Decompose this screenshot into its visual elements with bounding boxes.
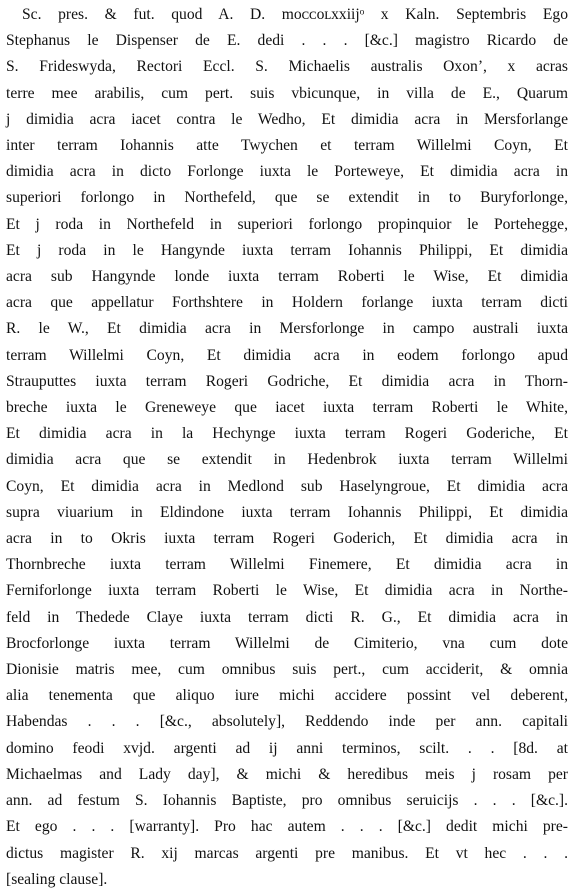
text-line: Et ego . . . [warranty]. Pro hac autem . . . [&c.] dedit michi pre- — [6, 818, 568, 836]
text-line: Et j roda in Northefeld in superiori forlongo propinquior le Portehegge, — [6, 215, 568, 233]
text-line: j dimidia acra iacet contra le Wedho, Et dimidia acra in Mersforlange — [6, 110, 568, 128]
text-line: terram Willelmi Coyn, Et dimidia acra in eodem forlongo apud — [6, 346, 568, 364]
text-line: acra in to Okris iuxta terram Rogeri Goderich, Et dimidia acra in — [6, 530, 568, 548]
text-line: domino feodi xvjd. argenti ad ij anni terminos, scilt. . . [8d. at — [6, 739, 568, 757]
text-line: feld in Thedede Claye iuxta terram dicti R. G., Et dimidia acra in — [6, 608, 568, 626]
text-line: ann. ad festum S. Iohannis Baptiste, pro omnibus seruicijs . . . [&c.]. — [6, 792, 568, 810]
text-line: Brocforlonge iuxta terram Willelmi de Cimiterio, vna cum dote — [6, 634, 568, 652]
text-line: Coyn, Et dimidia acra in Medlond sub Haselyngroue, Et dimidia acra — [6, 477, 568, 495]
text-line: Thornbreche iuxta terram Willelmi Finemere, Et dimidia acra in — [6, 556, 568, 574]
text-line: alia tenementa que aliquo iure michi accidere possint vel deberent, — [6, 687, 568, 705]
text-line: Michaelmas and Lady day], & michi & heredibus meis j rosam per — [6, 765, 568, 783]
text-line: Stephanus le Dispenser de E. dedi . . . [&c.] magistro Ricardo de — [6, 32, 568, 50]
text-line: Et j roda in le Hangynde iuxta terram Iohannis Philippi, Et dimidia — [6, 241, 568, 259]
text-line: acra sub Hangynde londe iuxta terram Roberti le Wise, Et dimidia — [6, 268, 568, 286]
text-line: Habendas . . . [&c., absolutely], Reddendo inde per ann. capitali — [6, 713, 568, 731]
text-line: dimidia acra in dicto Forlonge iuxta le Porteweye, Et dimidia acra in — [6, 163, 568, 181]
text-line: Strauputtes iuxta terram Rogeri Godriche, Et dimidia acra in Thorn- — [6, 372, 568, 390]
text-line: Ferniforlonge iuxta terram Roberti le Wise, Et dimidia acra in Northe- — [6, 582, 568, 600]
text-line: supra viuarium in Eldindone iuxta terram Iohannis Philippi, Et dimidia — [6, 503, 568, 521]
text-line: dimidia acra que se extendit in Hedenbrok iuxta terram Willelmi — [6, 451, 568, 469]
text-line: Sc. pres. & fut. quod A. D. mᴏᴄᴄᴏʟxxiijᵒ x Kaln. Septembris Ego — [22, 6, 568, 23]
text-line: breche iuxta le Greneweye que iacet iuxta terram Roberti le White, — [6, 399, 568, 417]
text-line: terre mee arabilis, cum pert. suis vbicunque, in villa de E., Quarum — [6, 84, 568, 102]
text-line: dictus magister R. xij marcas argenti pre manibus. Et vt hec . . . — [6, 844, 568, 862]
text-line: Et dimidia acra in la Hechynge iuxta terram Rogeri Goderiche, Et — [6, 425, 568, 443]
text-line: S. Frideswyda, Rectori Eccl. S. Michaelis australis Oxon’, x acras — [6, 58, 568, 76]
text-line: R. le W., Et dimidia acra in Mersforlonge in campo australi iuxta — [6, 320, 568, 338]
text-line: acra que appellatur Forthshtere in Holdern forlange iuxta terram dicti — [6, 294, 568, 312]
text-line: inter terram Iohannis atte Twychen et terram Willelmi Coyn, Et — [6, 137, 568, 155]
text-line: Dionisie matris mee, cum omnibus suis pert., cum acciderit, & omnia — [6, 661, 568, 679]
text-line-last: [sealing clause]. — [6, 870, 108, 888]
text-line: superiori forlongo in Northefeld, que se extendit in to Buryforlonge, — [6, 189, 568, 207]
